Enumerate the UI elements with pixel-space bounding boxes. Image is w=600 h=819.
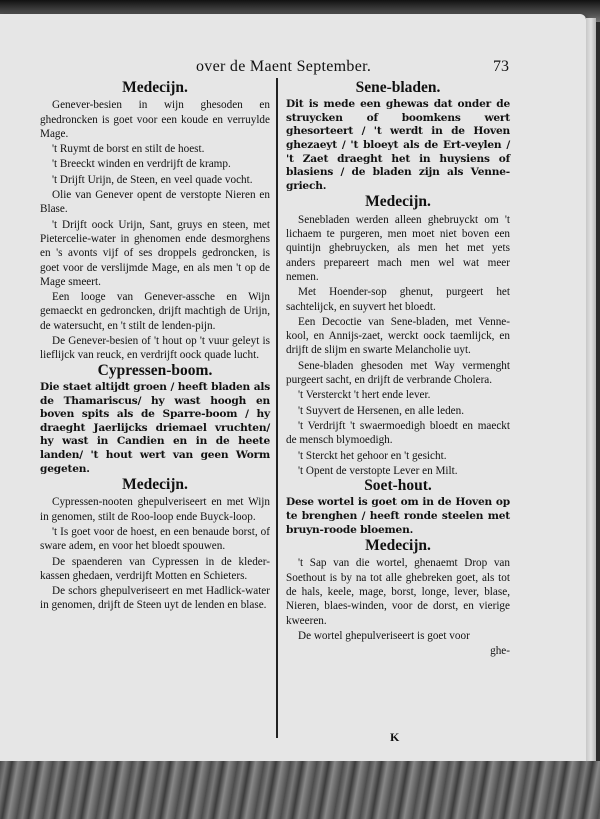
section-heading: Cypressen-boom. (97, 361, 213, 379)
paragraph: 't Sterckt het gehoor en 't gesicht. (298, 449, 447, 462)
paragraph: Genever-besien in wijn ghesoden en ghedroncken is goet voor een koude en verruylde Mage. (40, 99, 270, 140)
right-column (286, 80, 510, 659)
catchword: ghe- (490, 645, 510, 658)
paragraph: De wortel ghepulveriseert is goet voor (298, 629, 470, 642)
paragraph: 't Breeckt winden en verdrijft de kramp. (52, 158, 231, 171)
paragraph: 't Suyvert de Hersenen, en alle leden. (298, 404, 465, 417)
section-heading: Sene-bladen. (355, 79, 441, 96)
paragraph: Cypressen-nooten ghepulveriseert en met Wijn in genomen, stilt de Roo-loop ende Buyck-loop. (40, 496, 270, 523)
column-rule (276, 78, 278, 738)
marbled-cover-bottom (0, 761, 600, 819)
section-heading: Medecijn. (122, 476, 188, 494)
paragraph: 't Sap van die wortel, ghenaemt Drop van Soethout is by na tot alle ghebreken goet, als tot de hals, keele, mage, borst, longe, lever, blase, Nieren, blaes-winden, voor de dorst, en vierige kweeren. (286, 557, 510, 627)
right-paragraphs-2 (286, 556, 510, 643)
paragraph: 't Ruymt de borst en stilt de hoest. (52, 143, 205, 156)
section-heading: Medecijn. (365, 537, 431, 555)
paragraph: De Genever-besien of 't hout op 't vuur geleyt is lieflijck van reuck, en verdrijft oock quade lucht. (40, 335, 270, 362)
left-paragraphs-2 (40, 495, 270, 612)
blackletter-description: Dit is mede een ghewas dat onder de struycken of boomkens wert ghesorteert / 't werdt in de Hoven ghezaeyt / 't bloeyt als de Ert-veylen / 't Zaet draeght het in huysiens of blasiens / de bladen zijn als Venne-griech. (286, 98, 510, 192)
blackletter-description: Dese wortel is goet om in de Hoven op te brenghen / heeft ronde steelen met bruyn-roode bloemen. (286, 496, 510, 536)
paragraph: Een Decoctie van Sene-bladen, met Venne-kool, en Annijs-zaet, werckt oock taemlijck, en drijft de slijm en swarte Melancholie uyt. (286, 315, 510, 357)
paragraph: De schors ghepulveriseert en met Hadlick-water in genomen, drijft de Steen uyt de lenden en blase. (40, 585, 270, 612)
paragraph: Met Hoender-sop ghenut, purgeert het sachtelijck, en suyvert het bloedt. (286, 286, 510, 313)
paragraph: Een looge van Genever-assche en Wijn gemaeckt en gedroncken, drijft machtigh de Urijn, de watersucht, en 't stilt de lenden-pijn. (40, 291, 270, 332)
left-column (40, 80, 270, 614)
paragraph: Olie van Genever opent de verstopte Nieren en Blase. (40, 189, 270, 216)
section-heading: Medecijn. (122, 79, 188, 96)
paragraph: Sene-bladen ghesoden met Way vermenght purgeert sacht, en drijft de verbrande Cholera. (286, 359, 510, 387)
page-number: 73 (493, 58, 509, 75)
blackletter-description: Die staet altijdt groen / heeft bladen als de Thamariscus/ hy wast hoogh en boven spits als de Sparre-boom / hy draeght Jaerlijcks driemael vruchten/ hy wast in Candien en in de heete landen/ 't hout wert van geen Worm gegeten. (40, 380, 270, 475)
paragraph: 't Verdrijft 't swaermoedigh bloedt en maeckt de mensch blymoedigh. (286, 419, 510, 447)
paragraph: 't Drijft oock Urijn, Sant, gruys en steen, met Pietercelie-water in ghenomen ende desmorghens en 's avonts vijf of ses droppels gedroncken, is goet voor de verslijmde Mage, en als men 't op de Mage smeert. (40, 218, 270, 288)
signature-mark: K (390, 730, 400, 744)
page-edge (586, 18, 596, 780)
left-paragraphs-1 (40, 98, 270, 362)
paragraph: Senebladen werden alleen ghebruyckt om 't lichaem te purgeren, men moet niet boven een quintijn ghebruycken, als men het met yets anders prepareert mach men wel wat meer nemen. (286, 213, 510, 283)
paragraph: 't Versterckt 't hert ende lever. (298, 389, 431, 402)
right-paragraphs-1 (286, 213, 510, 478)
running-head: over de Maent September. (196, 58, 372, 75)
paragraph: 't Opent de verstopte Lever en Milt. (298, 464, 458, 477)
paragraph: 't Drijft Urijn, de Steen, en veel quade vocht. (52, 173, 253, 186)
paragraph: De spaenderen van Cypressen in de kleder-kassen ghedaen, verdrijft Motten en Schieters. (40, 555, 270, 582)
section-heading: Medecijn. (365, 193, 431, 211)
paragraph: 't Is goet voor de hoest, en een benaude borst, of sware adem, en voor het bloedt spouwen. (40, 525, 270, 553)
section-heading: Soet-hout. (364, 477, 432, 495)
